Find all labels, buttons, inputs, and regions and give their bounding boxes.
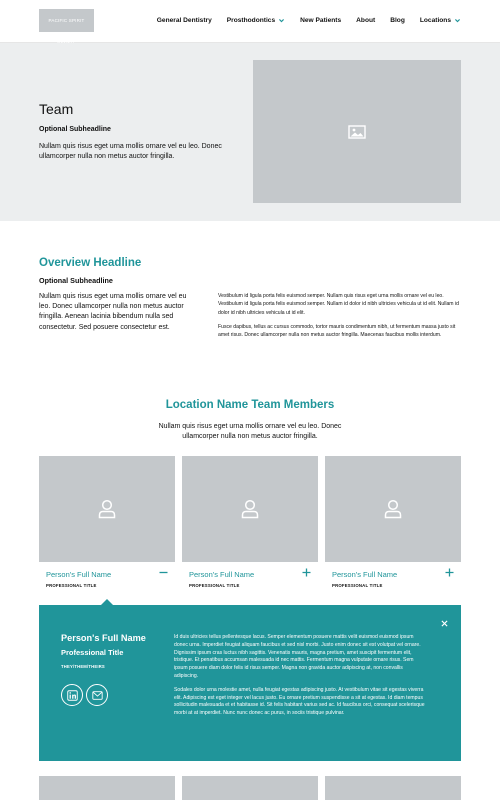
nav-item-prosthodontics[interactable]: [227, 17, 285, 24]
member-detail-panel: [39, 605, 461, 761]
overview-paragraph: Vestibulum id ligula porta felis euismod semper. Nullam quis risus eget urna mollis ornare vel eu leo. Vestibulum id ligula porta felis euismod semper. Nullam id dolor id nibh ultricies vehicula ut id elit. Nullam id dolor id nibh ultricies vehicula ut id elit.: [218, 293, 459, 316]
nav-label: About: [356, 17, 376, 24]
team-section-description: Nullam quis risus eget urna mollis ornare vel eu leo. Donec ullamcorper nulla non metus auctor fringilla.: [158, 423, 342, 440]
main-nav: [157, 17, 461, 24]
team-section-title: Location Name Team Members: [165, 399, 335, 411]
member-name: Person's Full Name: [46, 570, 112, 579]
close-button[interactable]: [439, 618, 449, 628]
overview-headline: Overview Headline: [39, 257, 142, 269]
team-member-card-photo[interactable]: [325, 776, 461, 800]
mail-icon: [92, 691, 103, 700]
member-title: PROFESSIONAL TITLE: [189, 583, 240, 588]
collapse-button[interactable]: [157, 566, 169, 578]
nav-item-new-patients[interactable]: [300, 17, 341, 24]
hero-body: Nullam quis risus eget urna mollis ornare vel eu leo. Donec ullamcorper nulla non metus auctor fringilla.: [39, 143, 222, 160]
hero-subheadline: Optional Subheadline: [39, 126, 111, 133]
member-name: Person's Full Name: [332, 570, 398, 579]
member-photo-placeholder: [39, 456, 175, 562]
panel-member-pronouns: THEY/THEM/THEIRS: [61, 664, 105, 669]
panel-member-bio: [174, 634, 426, 718]
team-member-card-photo[interactable]: [39, 776, 175, 800]
team-member-card[interactable]: [39, 456, 175, 592]
bio-paragraph: Id duis ultricies tellus pellentesque lacus. Semper elementum posuere mattis velit euismod euismod ipsum donec urna. Imperdiet feugiat aliquam faucibus et sed nisl morbi. Justo enim donec sit est volutpat vel ornare. Dignissim ipsum cras luctus nibh sagittis. Venenatis mauris, magna pretium, amet suscipit fermentum elit, tristique. Et penatibus accumsan malesuada id nec mattis. Fermentum magna vulputate ornare risus. Sem ipsum posuere diam dolor felis id risus semper. Magna non gravida auctor adipiscing at, non convallis adipiscing.: [174, 634, 421, 679]
plus-icon: [302, 568, 311, 577]
member-title: PROFESSIONAL TITLE: [46, 583, 97, 588]
linkedin-icon: [67, 690, 78, 701]
bio-paragraph: Sodales dolor urna molestie amet, nulla feugiat egestas adipiscing justo. At vestibulum vitae sit egestas viverra elit. Adipiscing est eget integer vel lacus justo. Eu ornare pretium suspendisse a sit at egestas. Id diam tempus sollicitudin malesuada et et habitasse id. Sit felis habitant varius sed ac. Id faucibus orci, consequat scelerisque morbi at at imperdiet. Nunc nunc donec ac purus, in sociis tristique pulvinar.: [174, 686, 425, 717]
chevron-down-icon: [454, 17, 461, 24]
linkedin-button[interactable]: [61, 684, 83, 706]
member-name: Person's Full Name: [189, 570, 255, 579]
overview-intro: Nullam quis risus eget urna mollis ornare vel eu leo. Donec ullamcorper nulla non metus auctor fringilla. Aenean lacinia bibendum nulla sed consectetur. Sed posuere consectetur est.: [39, 293, 187, 331]
team-member-card[interactable]: [182, 456, 318, 592]
hero-image-placeholder: [253, 60, 461, 203]
member-photo-placeholder: [325, 456, 461, 562]
plus-icon: [445, 568, 454, 577]
nav-item-locations[interactable]: [420, 17, 461, 24]
panel-member-title: Professional Title: [61, 648, 124, 657]
nav-item-blog[interactable]: [390, 17, 405, 24]
site-logo[interactable]: PACIFIC SPIRIT: [39, 9, 94, 32]
nav-label: Blog: [390, 17, 405, 24]
person-icon: [384, 499, 402, 519]
overview-body: [218, 292, 463, 339]
overview-paragraph: Fusce dapibus, tellus ac cursus commodo, tortor mauris condimentum nibh, ut fermentum massa justo sit amet risus. Donec ullamcorper nulla non metus auctor fringilla. Maecenas faucibus mollis interdum.: [218, 323, 456, 339]
page-title: Team: [39, 101, 74, 117]
minus-icon: [159, 568, 168, 577]
close-icon: [441, 620, 448, 627]
team-member-card[interactable]: [325, 456, 461, 592]
nav-label: General Dentistry: [156, 17, 212, 24]
nav-label: Locations: [419, 17, 451, 24]
nav-label: New Patients: [300, 17, 342, 24]
panel-member-name: Person's Full Name: [61, 633, 146, 643]
overview-subheadline: Optional Subheadline: [39, 276, 113, 285]
expand-button[interactable]: [300, 566, 312, 578]
person-icon: [98, 499, 116, 519]
member-title: PROFESSIONAL TITLE: [332, 583, 383, 588]
email-button[interactable]: [86, 684, 108, 706]
nav-item-general-dentistry[interactable]: [157, 17, 212, 24]
chevron-down-icon: [278, 17, 285, 24]
team-member-card-photo[interactable]: [182, 776, 318, 800]
hero-section: [0, 43, 500, 221]
nav-label: Prosthodontics: [226, 17, 276, 24]
site-header: [0, 0, 500, 43]
member-photo-placeholder: [182, 456, 318, 562]
expand-button[interactable]: [443, 566, 455, 578]
nav-item-about[interactable]: [356, 17, 375, 24]
image-icon: [348, 125, 366, 139]
person-icon: [241, 499, 259, 519]
